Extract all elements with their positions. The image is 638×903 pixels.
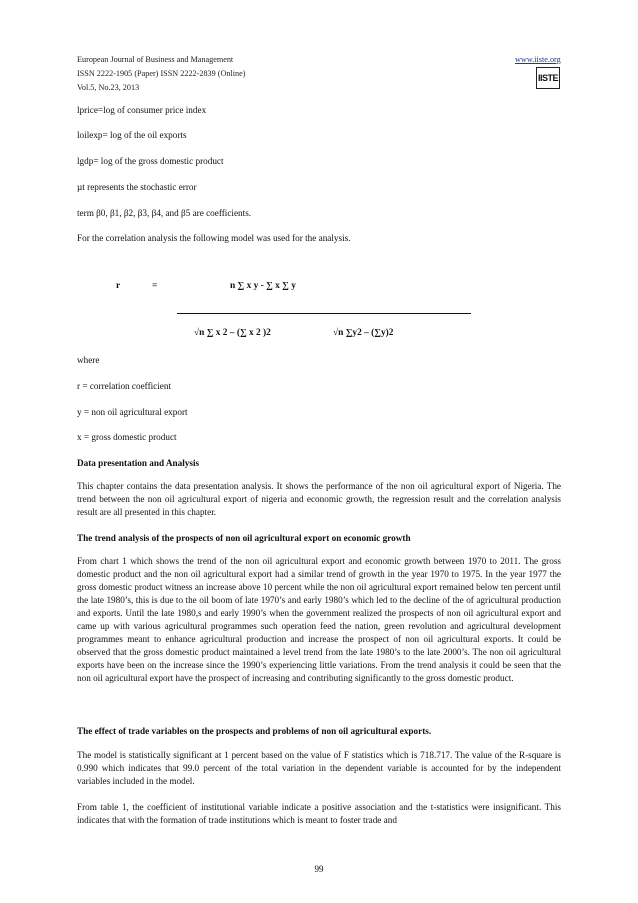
formula-lhs: r: [116, 281, 121, 291]
where-label: where: [77, 355, 100, 365]
section-body-trend-analysis: From chart 1 which shows the trend of the non oil agricultural export and economic growth between 1970 to 2011. The gross domestic product and the non oil agricultural export had a similar trend of growth in the year 1970 to 1975. In the year 1977 the gross domestic product witness an increase above 10 percent while the non oil agricultural export remained below ten percent until the late 1980’s, this is due to the oil boom of late 1970’s and early 1980’s which led to the decline of the of agricultural production and exports. Until the late 1980,s and early 1990’s when the government realized the prospects of non oil agricultural export and came up with various agricultural programmes such operation feed the nation, green revolution and agricultural development programmes meant to enhance agricultural production and increase the prospect of non oil agricultural exports. It could be observed that the gross domestic product maintained a level trend from the late 1980’s to the late 2000’s. The non oil agricultural exports have been on the increase since the 1990’s experiencing little variations. From the trend analysis it could be seen that the non oil agricultural export have the prospect of increasing and contributing significantly to the gross domestic product.: [77, 556, 561, 683]
section-body-trade-variables-1: The model is statistically significant at 1 percent based on the value of F statistics which is 718.717. The value of the R-square is 0.990 which indicates that 99.0 percent of the total variation in the dependent variable is accounted for by the independent variables included in the model.: [77, 750, 561, 786]
where-item-r: r = correlation coefficient: [77, 381, 172, 391]
definition-loilexp: loilexp= log of the oil exports: [77, 130, 187, 140]
journal-issn: ISSN 2222-1905 (Paper) ISSN 2222-2839 (Online): [77, 69, 246, 78]
iiste-logo: IISTE: [536, 67, 560, 89]
where-item-y: y = non oil agricultural export: [77, 407, 188, 417]
where-item-x: x = gross domestic product: [77, 432, 177, 442]
definition-lgdp: lgdp= log of the gross domestic product: [77, 156, 224, 166]
section-heading-trend-analysis: The trend analysis of the prospects of non oil agricultural export on economic growth: [77, 533, 411, 543]
definition-coefficients: term β0, β1, β2, β3, β4, and β5 are coefficients.: [77, 208, 252, 218]
section-body-trade-variables-2: From table 1, the coefficient of institutional variable indicate a positive association and the t-statistics were insignificant. This indicates that with the formation of trade institutions which is meant to foster trade and: [77, 802, 561, 825]
section-body-data-presentation: This chapter contains the data presentation analysis. It shows the performance of the non oil agricultural export of Nigeria. The trend between the non oil agricultural export of nigeria and economic growth, the regression result and the correlation analysis result are all presented in this chapter.: [77, 481, 561, 517]
definition-lprice: lprice=log of consumer price index: [77, 105, 207, 115]
formula-numerator: n ∑ x y - ∑ x ∑ y: [230, 281, 296, 291]
formula-fraction-line: [177, 313, 471, 314]
section-heading-data-presentation: Data presentation and Analysis: [77, 458, 200, 468]
formula-denominator-left: √n ∑ x 2 – (∑ x 2 )2: [194, 328, 271, 338]
page-number: 99: [314, 864, 324, 874]
section-heading-trade-variables: The effect of trade variables on the prospects and problems of non oil agricultural exports.: [77, 726, 432, 736]
correlation-intro: For the correlation analysis the following model was used for the analysis.: [77, 233, 351, 243]
journal-volume: Vol.5, No.23, 2013: [77, 83, 140, 92]
journal-title: European Journal of Business and Management: [77, 55, 234, 64]
journal-url-link[interactable]: www.iiste.org: [515, 55, 561, 64]
definition-error-term: µt represents the stochastic error: [77, 182, 197, 192]
formula-equals: =: [152, 281, 158, 291]
formula-denominator-right: √n ∑y2 – (∑y)2: [333, 328, 394, 338]
